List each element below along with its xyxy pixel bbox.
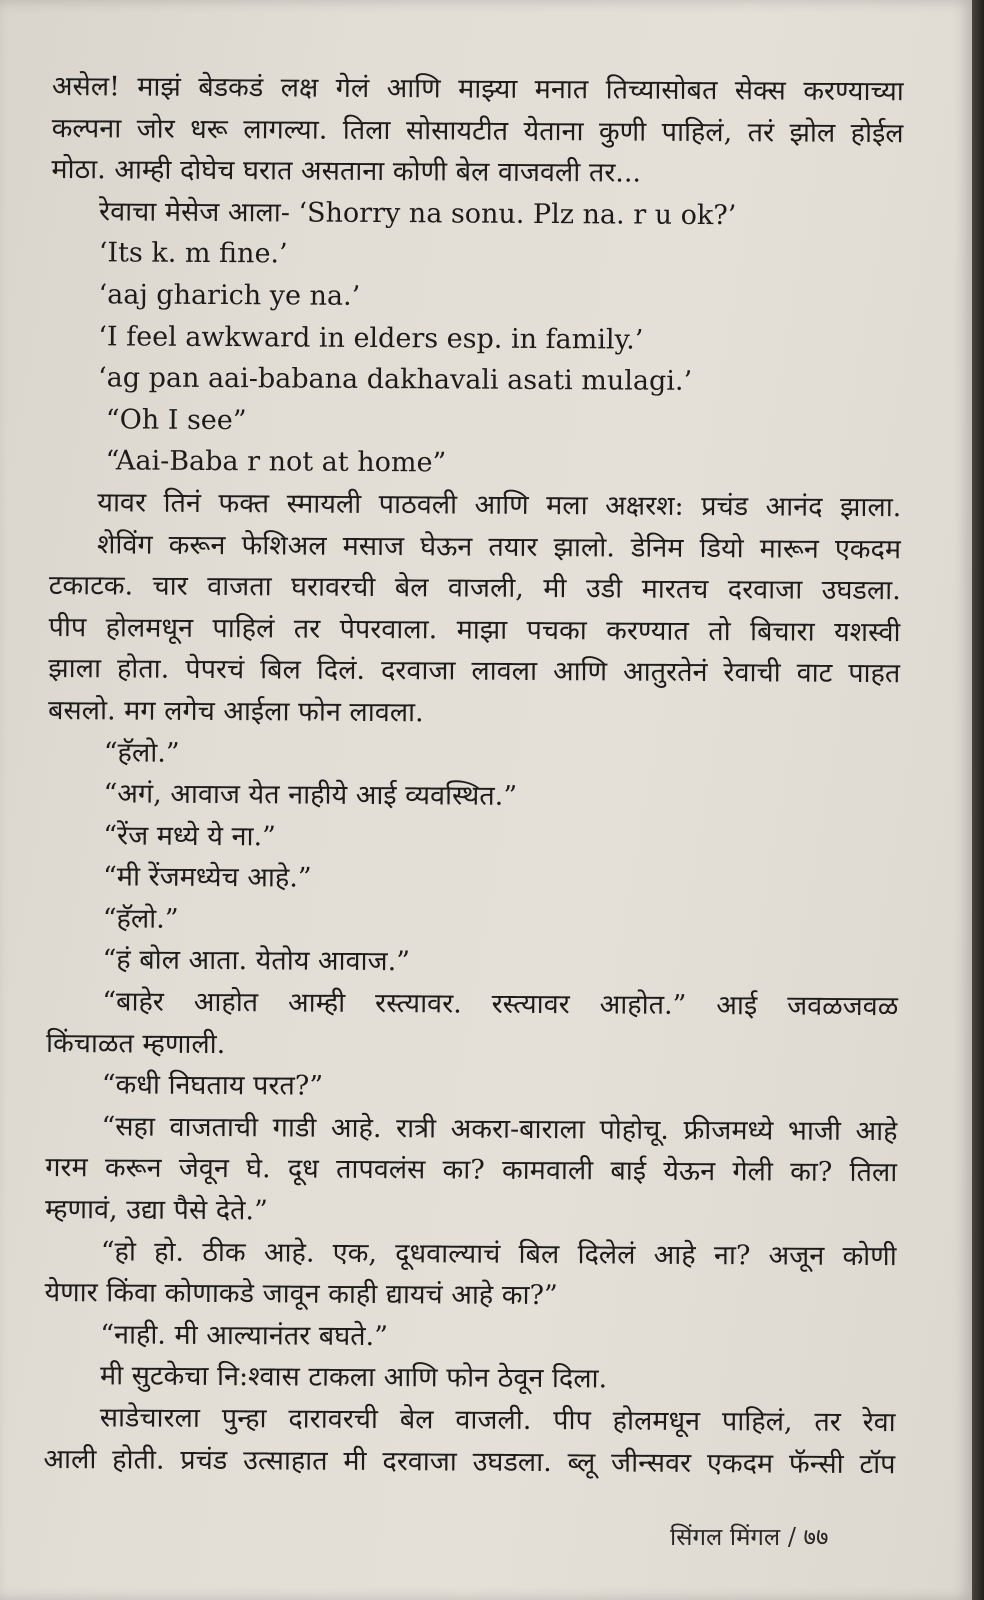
text-line: “नाही. मी आल्यानंतर बघते.” — [100, 1319, 389, 1352]
text-line: “हॅलो.” — [102, 903, 179, 935]
text-line: “हो हो. ठीक आहे. एक, दूधवाल्याचं बिल दिलेलं आहे ना? अजून कोणी — [100, 1235, 897, 1272]
text-line: किंचाळत म्हणाली. — [45, 1027, 226, 1060]
text-line: येणार किंवा कोणाकडे जावून काही द्यायचं आहे का?” — [44, 1277, 558, 1312]
text-line: गरम करून जेवून घे. दूध तापवलंस का? कामवाली बाई येऊन गेली का? तिला — [45, 1152, 898, 1189]
text-line: “कधी निघताय परत?” — [101, 1069, 324, 1102]
text-line: टकाटक. चार वाजता घरावरची बेल वाजली, मी उडी मारतच दरवाजा उघडला. — [48, 570, 901, 607]
text-line: ‘Its k. m fine.’ — [98, 237, 288, 270]
text-line: शेविंग करून फेशिअल मसाज घेऊन तयार झालो. डेनिम डियो मारून एकदम — [96, 528, 902, 565]
text-line: “बाहेर आहोत आम्ही रस्त्यावर. रस्त्यावर आहोत.” आई जवळजवळ — [102, 986, 899, 1023]
text-line: बसलो. मग लगेच आईला फोन लावला. — [47, 694, 424, 729]
text-line: मी सुटकेचा नि:श्वास टाकला आणि फोन ठेवून दिला. — [99, 1360, 608, 1395]
text-line: म्हणावं, उद्या पैसे देते.” — [44, 1194, 268, 1227]
text-line: पीप होलमधून पाहिलं तर पेपरवाला. माझा पचका करण्यात तो बिचारा यशस्वी — [48, 611, 901, 648]
text-line: मोठा. आम्ही दोघेच घरात असताना कोणी बेल वाजवली तर... — [51, 154, 642, 189]
text-line: साडेचारला पुन्हा दारावरची बेल वाजली. पीप होलमधून पाहिलं, तर रेवा — [99, 1402, 896, 1439]
text-line: “अगं, आवाज येत नाहीये आई व्यवस्थित.” — [103, 778, 518, 812]
text-line: आली होती. प्रचंड उत्साहात मी दरवाजा उघडला. ब्लू जीन्सवर एकदम फॅन्सी टॉप — [43, 1443, 896, 1480]
text-line: “रेंज मध्ये ये ना.” — [103, 820, 277, 853]
text-line: “हॅलो.” — [103, 736, 180, 769]
text-line: कल्पना जोर धरू लागल्या. तिला सोसायटीत येताना कुणी पाहिलं, तरं झोल होईल — [51, 112, 904, 149]
text-line: ‘ag pan aai-babana dakhavali asati mulagi.’ — [98, 362, 693, 398]
text-line: “Aai-Baba r not at home” — [105, 445, 447, 479]
text-line: ‘aaj gharich ye na.’ — [98, 279, 361, 312]
text-line: यावर तिनं फक्त स्मायली पाठवली आणि मला अक्षरश: प्रचंड आनंद झाला. — [97, 487, 902, 524]
text-line: “मी रेंजमध्येच आहे.” — [102, 861, 312, 894]
page-footer: सिंगल मिंगल / ७७ — [670, 1523, 829, 1551]
text-line: झाला होता. पेपरचं बिल दिलं. दरवाजा लावला आणि आतुरतेनं रेवाची वाट पाहत — [48, 653, 901, 690]
text-line: असेल! माझं बेडकडं लक्ष गेलं आणि माझ्या मनात तिच्यासोबत सेक्स करण्याच्या — [51, 70, 904, 108]
text-line: “सहा वाजताची गाडी आहे. रात्री अकरा-बाराला पोहोचू. फ्रीजमध्ये भाजी आहे — [101, 1111, 898, 1148]
text-line: “Oh I see” — [105, 404, 247, 436]
text-line: “हं बोल आता. येतोय आवाज.” — [102, 944, 411, 978]
text-line: रेवाचा मेसेज आला- ‘Shorry na sonu. Plz na. r u ok?’ — [99, 196, 737, 231]
page-text — [43, 66, 904, 1485]
text-line: ‘I feel awkward in elders esp. in family.’ — [98, 320, 644, 356]
page-edge — [972, 0, 984, 1600]
